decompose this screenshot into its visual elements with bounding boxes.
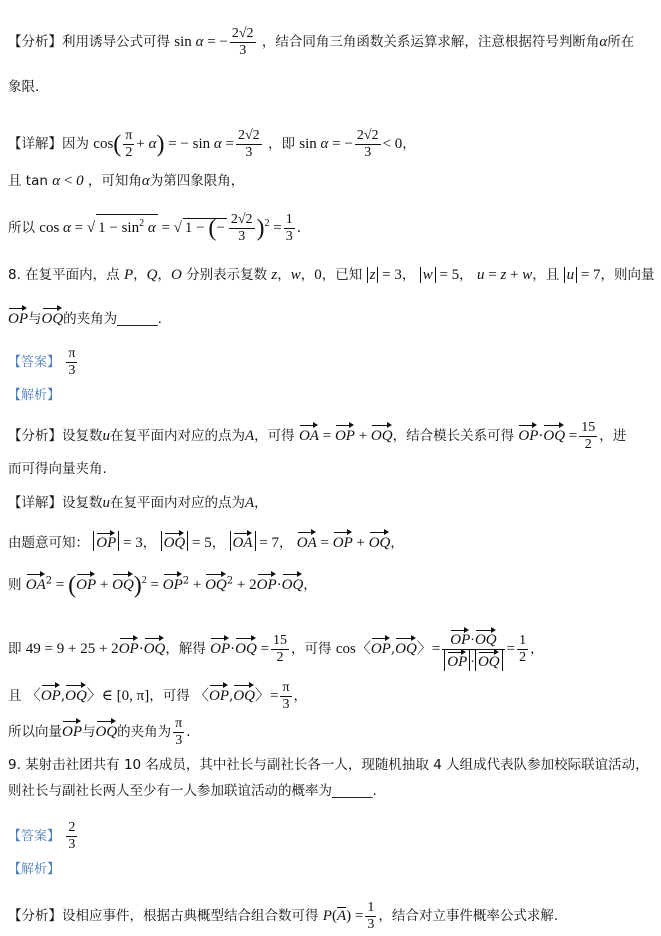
analysis-line-1: 【分析】利用诱导公式可得 sin α = − $\frac{2√2}{3}$ ，结合同角三角函数关系运算求解，注意根据符号判断角α所在 bbox=[8, 26, 635, 58]
analysis-8-line-1: 【分析】设复数u在复平面内对应的点为A，可得 OA = OP + OQ，结合模长关系可得 OP·OQ = $\frac{15}{2}$ ，进 bbox=[8, 420, 627, 452]
detail-line-1: 【详解】因为 cos( $\frac{\pi}{2}$ + α) = − sin α = $\frac{2√2}{3}$ ，即 sin α = − $\frac{2√2}{3}$ < 0， bbox=[8, 128, 416, 160]
detail-8-line-6: 所以向量OP与OQ的夹角为 $\frac{\pi}{3}$ . bbox=[8, 716, 191, 748]
analysis-heading-9: 【解析】 bbox=[8, 862, 61, 877]
detail-8-line-4: 即 49 = 9 + 25 + 2OP·OQ，解得 OP·OQ = $\frac{15}{2}$ ，可得 cos〈OP,OQ〉= $\frac{OP\cdot OQ}{OP \cdot OQ}$ = $\frac{1}{2}$ ， bbox=[8, 628, 544, 671]
question-9-line-2: 则社长与副社长两人至少有一人参加联谊活动的概率为______. bbox=[8, 783, 377, 799]
detail-8-line-2: 由题意可知： OP = 3， OQ = 5， OA = 7， OA = OP + OQ， bbox=[8, 530, 404, 552]
detail-line-2: 且 tan α < 0 ，可知角α为第四象限角， bbox=[8, 173, 245, 189]
question-8-line-2: OP与OQ的夹角为______. bbox=[8, 306, 162, 328]
analysis-8-line-2: 而可得向量夹角. bbox=[8, 461, 107, 477]
question-8-line-1: 8. 在复平面内，点 P，Q，O 分别表示复数 z，w，0，已知 z = 3， w = 5， u = z + w，且 u = 7，则向量 bbox=[8, 267, 655, 283]
analysis-line-2: 象限. bbox=[8, 79, 40, 95]
detail-8-line-1: 【详解】设复数u在复平面内对应的点为A， bbox=[8, 495, 268, 511]
question-9-line-1: 9. 某射击社团共有 10 名成员，其中社长与副社长各一人，现随机抽取 4 人组成代表队参加校际联谊活动， bbox=[8, 757, 649, 773]
detail-line-3: 所以 cos α = √ $1 - \sin^2 \alpha$ = √ 1 − (− $\frac{2√2}{3}$ )$^2$ = $\frac{1}{3}$ . bbox=[8, 212, 302, 244]
analysis-heading-8: 【解析】 bbox=[8, 388, 61, 403]
detail-8-line-3: 则 $OA^2 = (OP + OQ)^2 = OP^2 + OQ^2 + 2OP\cdot OQ$， bbox=[8, 572, 317, 599]
detail-8-line-5: 且 〈OP,OQ〉∈ [0, π]，可得 〈OP,OQ〉= $\frac{\pi}{3}$ ， bbox=[8, 680, 308, 712]
answer-8: 【答案】 $\frac{\pi}{3}$ bbox=[8, 346, 76, 378]
answer-9: 【答案】 $\frac{2}{3}$ bbox=[8, 820, 76, 852]
analysis-9-line-1: 【分析】设相应事件，根据古典概型结合组合数可得 $P(\overline{A})$ = $\frac{1}{3}$ ，结合对立事件概率公式求解. bbox=[8, 900, 559, 932]
